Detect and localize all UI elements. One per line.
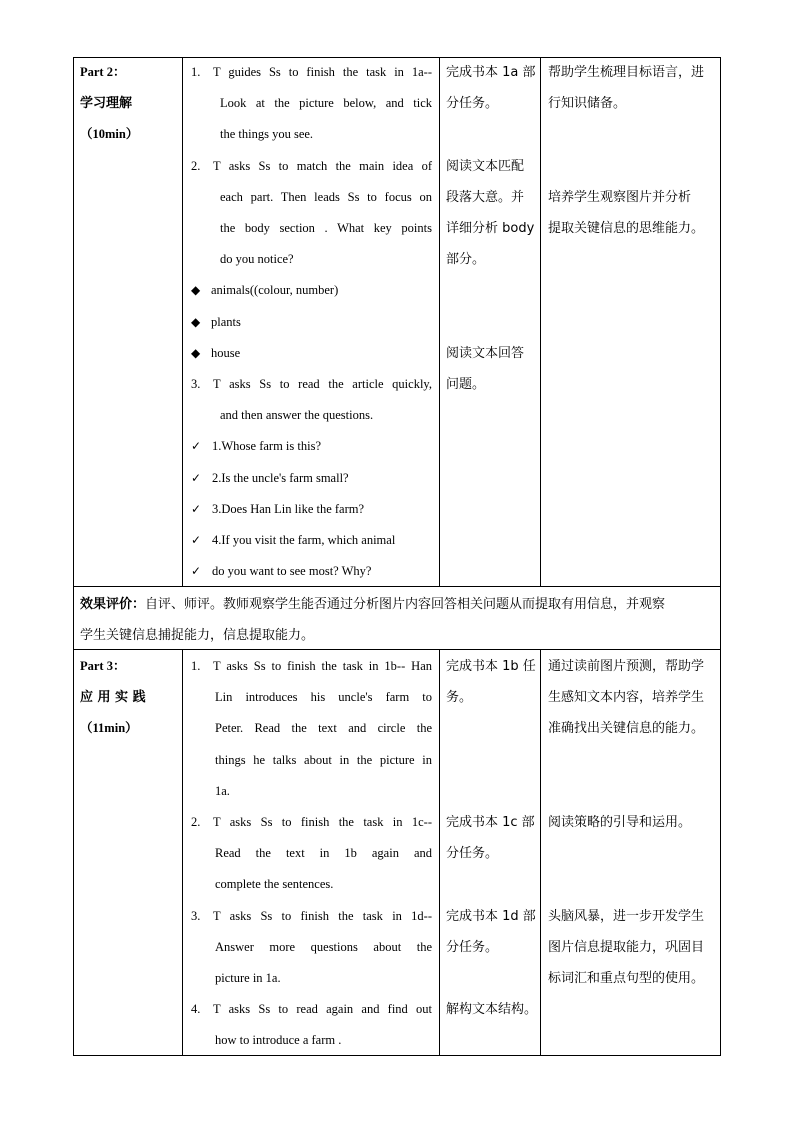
purpose-line: 生感知文本内容，培养学生 [548, 690, 705, 705]
check-icon: ✓ [191, 502, 202, 516]
step-number: 3. [191, 377, 201, 391]
step-number: 1. [191, 659, 201, 673]
purpose-line: 提取关键信息的思维能力。 [548, 221, 705, 236]
column-divider [439, 57, 440, 586]
activity-line: 解构文本结构。 [446, 1002, 538, 1017]
activity-line: 完成书本 1b 任 [446, 659, 536, 674]
evaluation-line: 学生关键信息捕捉能力，信息提取能力。 [80, 628, 315, 643]
activity-line: 完成书本 1c 部 [446, 815, 535, 830]
evaluation-label: 效果评价： [80, 597, 146, 612]
check-icon: ✓ [191, 533, 202, 547]
column-divider [439, 649, 440, 1056]
column-divider [182, 649, 183, 1056]
purpose-line: 头脑风暴，进一步开发学生 [548, 909, 705, 924]
activity-line: 段落大意。并 [446, 190, 525, 205]
step-number: 1. [191, 65, 201, 79]
check-icon: ✓ [191, 471, 202, 485]
step-line: T asks Ss to finish the task in 1c-- [213, 815, 432, 829]
purpose-line: 培养学生观察图片并分析 [548, 190, 692, 205]
diamond-bullet-icon: ◆ [191, 315, 201, 329]
question-item: 1.Whose farm is this? [212, 439, 322, 453]
part3-name: 应 用 实 践 [80, 690, 146, 705]
purpose-line: 帮助学生梳理目标语言，进 [548, 65, 705, 80]
step-line: Peter. Read the text and circle the [215, 721, 432, 735]
purpose-line: 准确找出关键信息的能力。 [548, 721, 705, 736]
bullet-item: house [211, 346, 241, 360]
question-item: 2.Is the uncle's farm small? [212, 471, 349, 485]
activity-line: 部分。 [446, 252, 486, 267]
activity-line: 问题。 [446, 377, 486, 392]
step-line: 1a. [215, 784, 230, 798]
column-divider [540, 57, 541, 586]
activity-line: 分任务。 [446, 846, 499, 861]
activity-line: 务。 [446, 690, 473, 705]
diamond-bullet-icon: ◆ [191, 283, 201, 297]
question-item: do you want to see most? Why? [212, 564, 372, 578]
step-line: T asks Ss to read the article quickly, [213, 377, 432, 391]
step-number: 4. [191, 1002, 201, 1016]
activity-line: 分任务。 [446, 940, 499, 955]
activity-line: 完成书本 1d 部 [446, 909, 536, 924]
part2-title: Part 2： [80, 65, 126, 79]
question-item: 3.Does Han Lin like the farm? [212, 502, 365, 516]
purpose-line: 标词汇和重点句型的使用。 [548, 971, 705, 986]
table-border-left [73, 57, 74, 1056]
step-line: complete the sentences. [215, 877, 334, 891]
column-divider [182, 57, 183, 586]
part2-name: 学习理解 [80, 96, 133, 111]
check-icon: ✓ [191, 439, 202, 453]
bullet-item: animals((colour, number) [211, 283, 339, 297]
step-line: T asks Ss to finish the task in 1d-- [213, 909, 432, 923]
part2-time: （10min） [80, 127, 139, 141]
step-line: T guides Ss to finish the task in 1a-- [213, 65, 432, 79]
step-line: Lin introduces his uncle's farm to [215, 690, 432, 704]
step-line: T asks Ss to match the main idea of [213, 159, 432, 173]
step-line: Look at the picture below, and tick [220, 96, 432, 110]
step-line: T asks Ss to finish the task in 1b-- Han [213, 659, 432, 673]
activity-line: 分任务。 [446, 96, 499, 111]
activity-line: 完成书本 1a 部 [446, 65, 536, 80]
column-divider [540, 649, 541, 1056]
step-line: the things you see. [220, 127, 314, 141]
evaluation-line [80, 589, 665, 620]
step-line: picture in 1a. [215, 971, 281, 985]
step-line: things he talks about in the picture in [215, 753, 432, 767]
purpose-line: 行知识储备。 [548, 96, 627, 111]
step-line: T asks Ss to read again and find out [213, 1002, 432, 1016]
part3-title: Part 3： [80, 659, 126, 673]
purpose-line: 图片信息提取能力，巩固目 [548, 940, 705, 955]
step-line: the body section . What key points [220, 221, 432, 235]
activity-line: 阅读文本匹配 [446, 159, 525, 174]
check-icon: ✓ [191, 564, 202, 578]
row-divider [73, 586, 721, 587]
step-number: 2. [191, 159, 201, 173]
step-line: and then answer the questions. [220, 408, 374, 422]
step-line: Answer more questions about the [215, 940, 432, 954]
activity-line: 详细分析 body [446, 221, 535, 236]
step-line: how to introduce a farm . [215, 1033, 342, 1047]
step-line: Read the text in 1b again and [215, 846, 432, 860]
step-line: each part. Then leads Ss to focus on [220, 190, 432, 204]
evaluation-text: 自评、师评。教师观察学生能否通过分析图片内容回答相关问题从而提取有用信息，并观察 [145, 597, 666, 612]
diamond-bullet-icon: ◆ [191, 346, 201, 360]
table-border-right [720, 57, 721, 1056]
step-line: do you notice? [220, 252, 294, 266]
purpose-line: 通过读前图片预测，帮助学 [548, 659, 705, 674]
part3-time: （11min） [80, 721, 138, 735]
bullet-item: plants [211, 315, 241, 329]
question-item: 4.If you visit the farm, which animal [212, 533, 396, 547]
step-number: 3. [191, 909, 201, 923]
activity-line: 阅读文本回答 [446, 346, 525, 361]
table-border-bottom [73, 1055, 721, 1056]
purpose-line: 阅读策略的引导和运用。 [548, 815, 692, 830]
step-number: 2. [191, 815, 201, 829]
